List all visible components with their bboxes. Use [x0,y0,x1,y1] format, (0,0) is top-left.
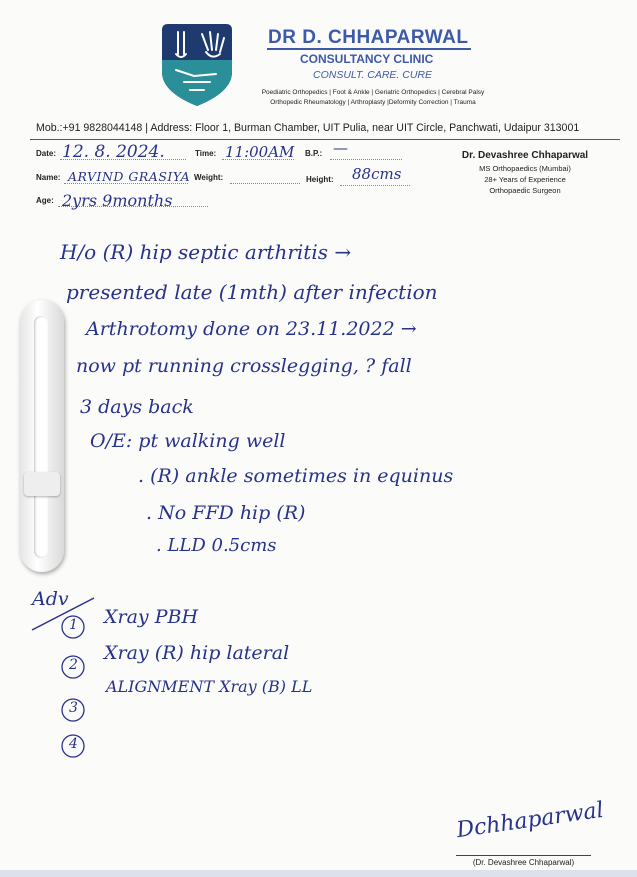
binder-clip [20,300,64,572]
advice-item-2: Xray (R) hip lateral [104,642,290,664]
date-label: Date: [36,149,57,158]
note-line-6: O/E: pt walking well [90,430,286,452]
note-line-8: . No FFD hip (R) [146,502,306,524]
advice-item-3: ALIGNMENT Xray (B) LL [106,677,313,696]
doctor-speciality: Orthopaedic Surgeon [489,186,561,195]
height-line [340,185,410,186]
time-value: 11:00AM [225,143,295,161]
specialties-list [243,88,503,108]
note-line-1: H/o (R) hip septic arthritis → [60,240,352,264]
note-line-9: . LLD 0.5cms [156,535,277,556]
note-line-2: presented late (1mth) after infection [66,280,438,304]
note-line-7: . (R) ankle sometimes in equinus [138,465,454,487]
clinic-subtitle: CONSULTANCY CLINIC [300,52,434,66]
clinic-logo-icon [154,20,240,110]
advice-1-number: 1 [69,617,78,633]
advice-3-number: 3 [69,700,78,716]
header-rule [30,139,620,140]
bp-label: B.P.: [305,149,323,158]
clinic-tagline: CONSULT. CARE. CURE [313,69,433,81]
specialties-line-1: Poediatric Orthopedics | Foot & Ankle | Geriatric Orthopedics | Cerebral Palsy [261,89,485,96]
age-value: 2yrs 9months [62,191,173,210]
doctor-experience: 28+ Years of Experience [484,175,566,184]
header-divider [267,48,471,50]
bp-line [330,159,402,160]
weight-label: Weight: [194,173,224,182]
address-line: Mob.:+91 9828044148 | Address: Floor 1, Burman Chamber, UIT Pulia, near UIT Circle, Panchwati, Udaipur 313001 [36,122,580,134]
note-line-4: now pt running crosslegging, ? fall [76,355,412,377]
advice-heading: Adv [32,588,69,610]
binder-clip-slot [34,316,48,558]
name-value: ARVIND GRASIYA [68,169,191,184]
age-label: Age: [36,196,54,205]
clinic-name: DR D. CHHAPARWAL [268,27,469,48]
binder-clip-band [24,472,60,496]
note-line-5: 3 days back [80,396,194,418]
name-label: Name: [36,173,61,182]
bp-value: — [333,139,348,157]
note-line-3: Arthrotomy done on 23.11.2022 → [86,318,417,340]
height-label: Height: [306,175,334,184]
doctor-qualification: MS Orthopaedics (Mumbai) [479,164,571,173]
signature-scribble: Dchhaparwal [454,797,606,844]
signature-line [456,855,591,856]
weight-line [230,183,300,184]
signature-name: (Dr. Devashree Chhaparwal) [472,858,575,867]
advice-4-number: 4 [69,736,78,752]
time-label: Time: [195,149,217,158]
height-value: 88cms [352,165,402,183]
bottom-edge [0,870,637,877]
specialties-line-2: Orthopedic Rheumatology | Arthroplasty |Deformity Correction | Trauma [270,99,476,106]
doctor-name: Dr. Devashree Chhaparwal [461,150,589,161]
advice-2-number: 2 [69,657,78,673]
date-value: 12. 8. 2024. [62,142,165,162]
advice-item-1: Xray PBH [104,606,199,628]
